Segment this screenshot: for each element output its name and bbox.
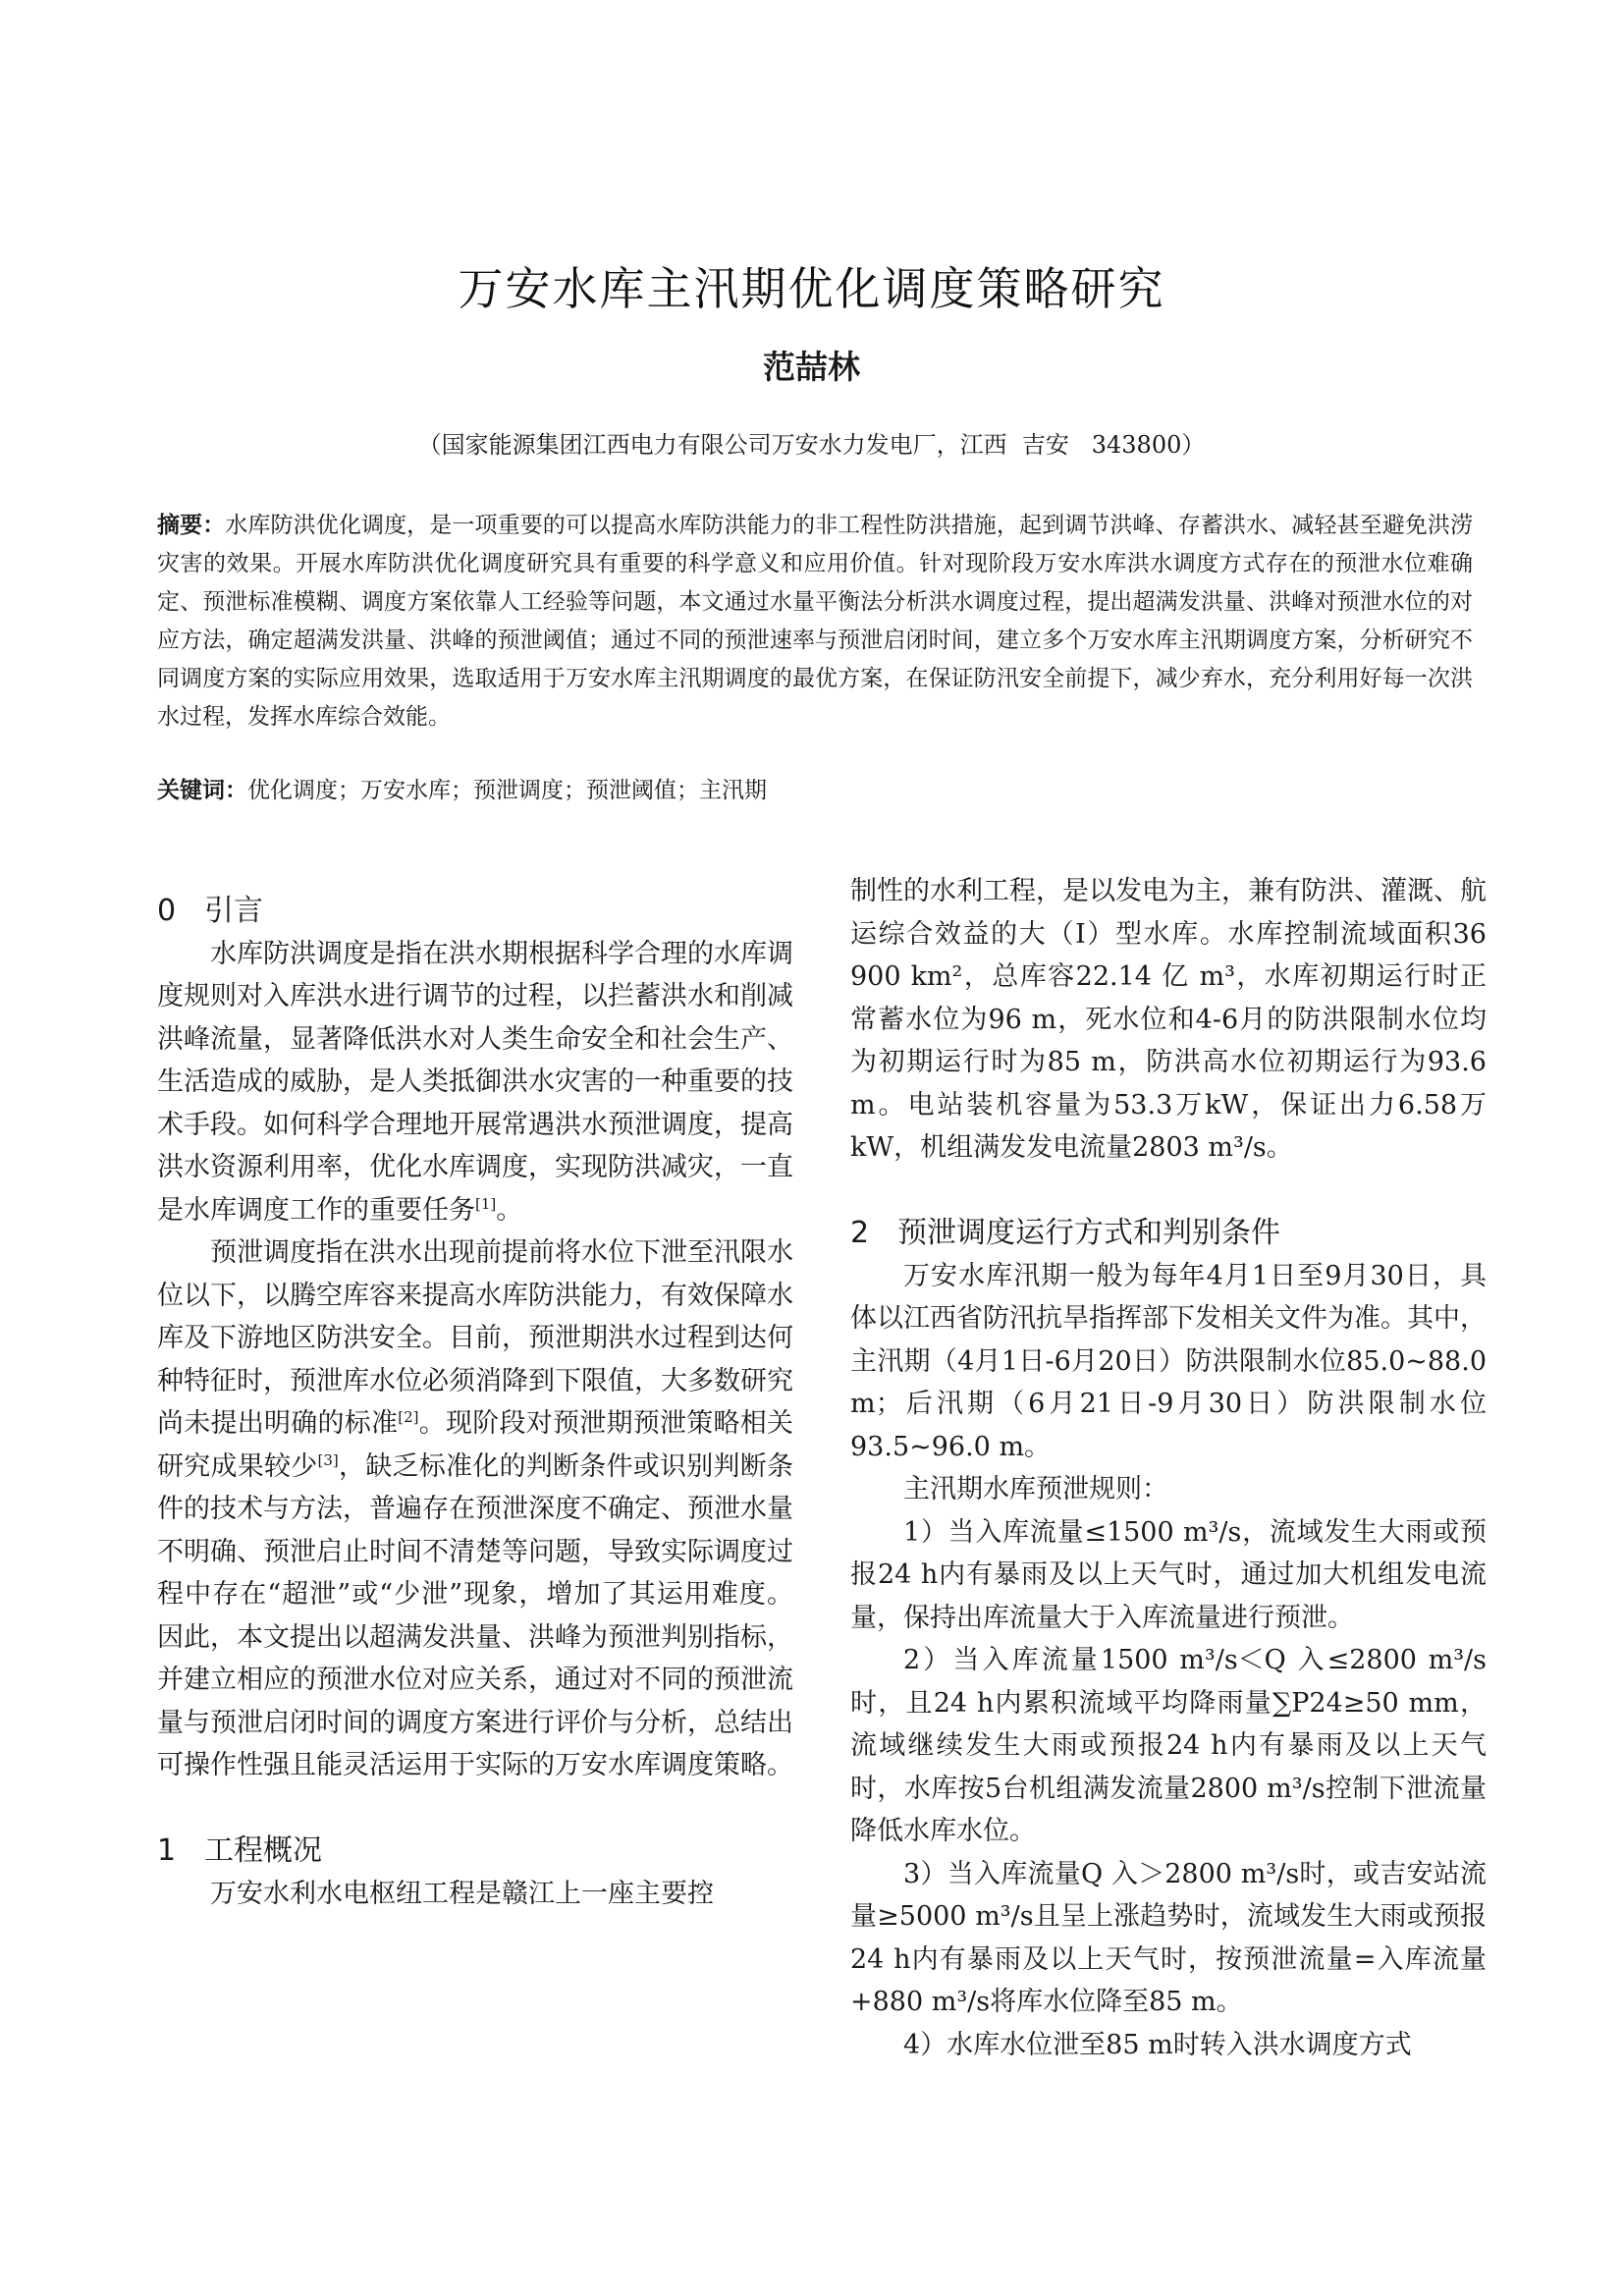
- section-number: 2: [850, 1216, 870, 1250]
- paragraph-text: 预泄调度指在洪水出现前提前将水位下泄至汛限水位以下，以腾空库容来提高水库防洪能力，有效保障水库及下游地区防洪安全。目前，预泄期洪水过程到达何种特征时，预泄库水位必须消降到下限值，大多数研究尚未提出明确的标准: [157, 1237, 793, 1439]
- paragraph: 万安水利水电枢纽工程是赣江上一座主要控: [210, 1878, 714, 1909]
- section-heading-0: [157, 890, 793, 933]
- paragraph: 制性的水利工程，是以发电为主，兼有防洪、灌溉、航运综合效益的大（I）型水库。水库控制流域面积36 900 km²，总库容22.14 亿 m³，水库初期运行时正常蓄水位为96 m，死水位和4-6月的防洪限制水位均为初期运行时为85 m，防洪高水位初期运行为93.6 m。电站装机容量为53.3万kW，保证出力6.58万kW，机组满发发电流量2803 m³/s。: [850, 876, 1487, 1163]
- rule-item: 1）当入库流量≤1500 m³/s，流域发生大雨或预报24 h内有暴雨及以上天气时，通过加大机组发电流量，保持出库流量大于入库流量进行预泄。: [850, 1516, 1487, 1633]
- rule-item: 2）当入库流量1500 m³/s＜Q 入≤2800 m³/s时，且24 h内累积流域平均降雨量∑P24≥50 mm，流域继续发生大雨或预报24 h内有暴雨及以上天气时，水库按5台机组满发流量2800 m³/s控制下泄流量降低水库水位。: [850, 1645, 1487, 1846]
- rule-item: 3）当入库流量Q 入＞2800 m³/s时，或吉安站流量≥5000 m³/s且呈上涨趋势时，流域发生大雨或预报24 h内有暴雨及以上天气时，按预泄流量=入库流量+880 m³/s将库水位降至85 m。: [850, 1858, 1487, 2017]
- citation: [1]: [475, 1194, 497, 1213]
- section-heading-2: [850, 1212, 1487, 1255]
- page-title: 万安水库主汛期优化调度策略研究: [458, 262, 1165, 315]
- paragraph-text: 。现阶段对预泄期预泄策略相关研究成果较少: [157, 1408, 793, 1482]
- paragraph-text: 。: [496, 1194, 523, 1226]
- paragraph: 万安水库汛期一般为每年4月1日至9月30日，具体以江西省防汛抗旱指挥部下发相关文件为准。其中，主汛期（4月1日-6月20日）防洪限制水位85.0~88.0 m；后汛期（6月21日-9月30日）防洪限制水位93.5~96.0 m。: [850, 1260, 1487, 1462]
- section-title: 引言: [204, 894, 263, 928]
- paragraph-text: 水库防洪调度是指在洪水期根据科学合理的水库调度规则对入库洪水进行调节的过程，以拦蓄洪水和削减洪峰流量，显著降低洪水对人类生命安全和社会生产、生活造成的威胁，是人类抵御洪水灾害的一种重要的技术手段。如何科学合理地开展常遇洪水预泄调度，提高洪水资源利用率，优化水库调度，实现防洪减灾，一直是水库调度工作的重要任务: [157, 938, 793, 1226]
- keywords-text: 优化调度；万安水库；预泄调度；预泄阈值；主汛期: [247, 778, 767, 803]
- paragraph: 主汛期水库预泄规则：: [903, 1474, 1168, 1504]
- keywords-label: 关键词：: [157, 778, 247, 803]
- paragraph-text: ，缺乏标准化的判断条件或识别判断条件的技术与方法，普遍存在预泄深度不确定、预泄水量不明确、预泄启止时间不清楚等问题，导致实际调度过程中存在“超泄”或“少泄”现象，增加了其运用难度。因此，本文提出以超满发洪量、洪峰为预泄判别指标，并建立相应的预泄水位对应关系，通过对不同的预泄流量与预泄启闭时间的调度方案进行评价与分析，总结出可操作性强且能灵活运用于实际的万安水库调度策略。: [157, 1450, 793, 1780]
- section-heading-1: [157, 1830, 793, 1873]
- citation: [3]: [317, 1450, 339, 1469]
- paragraph: [157, 933, 793, 1232]
- abstract: [157, 507, 1473, 737]
- author: 范喆林: [763, 348, 860, 386]
- affiliation: （国家能源集团江西电力有限公司万安水力发电厂，江西 吉安 343800）: [417, 431, 1206, 459]
- rule-item: 4）水库水位泄至85 m时转入洪水调度方式: [903, 2029, 1412, 2060]
- section-number: 0: [157, 894, 177, 928]
- right-column: [850, 870, 1487, 2066]
- left-column: [157, 870, 793, 1915]
- section-title: 预泄调度运行方式和判别条件: [897, 1216, 1280, 1250]
- abstract-text: 水库防洪优化调度，是一项重要的可以提高水库防洪能力的非工程性防洪措施，起到调节洪峰、存蓄洪水、减轻甚至避免洪涝灾害的效果。开展水库防洪优化调度研究具有重要的科学意义和应用价值。针对现阶段万安水库洪水调度方式存在的预泄水位难确定、预泄标准模糊、调度方案依靠人工经验等问题，本文通过水量平衡法分析洪水调度过程，提出超满发洪量、洪峰对预泄水位的对应方法，确定超满发洪量、洪峰的预泄阈值；通过不同的预泄速率与预泄启闭时间，建立多个万安水库主汛期调度方案，分析研究不同调度方案的实际应用效果，选取适用于万安水库主汛期调度的最优方案，在保证防汛安全前提下，减少弃水，充分利用好每一次洪水过程，发挥水库综合效能。: [157, 513, 1474, 730]
- section-number: 1: [157, 1833, 177, 1868]
- citation: [2]: [398, 1408, 419, 1426]
- paragraph: [157, 1231, 793, 1787]
- section-title: 工程概况: [204, 1833, 322, 1868]
- abstract-label: 摘要：: [157, 513, 226, 538]
- keywords: [157, 772, 1473, 810]
